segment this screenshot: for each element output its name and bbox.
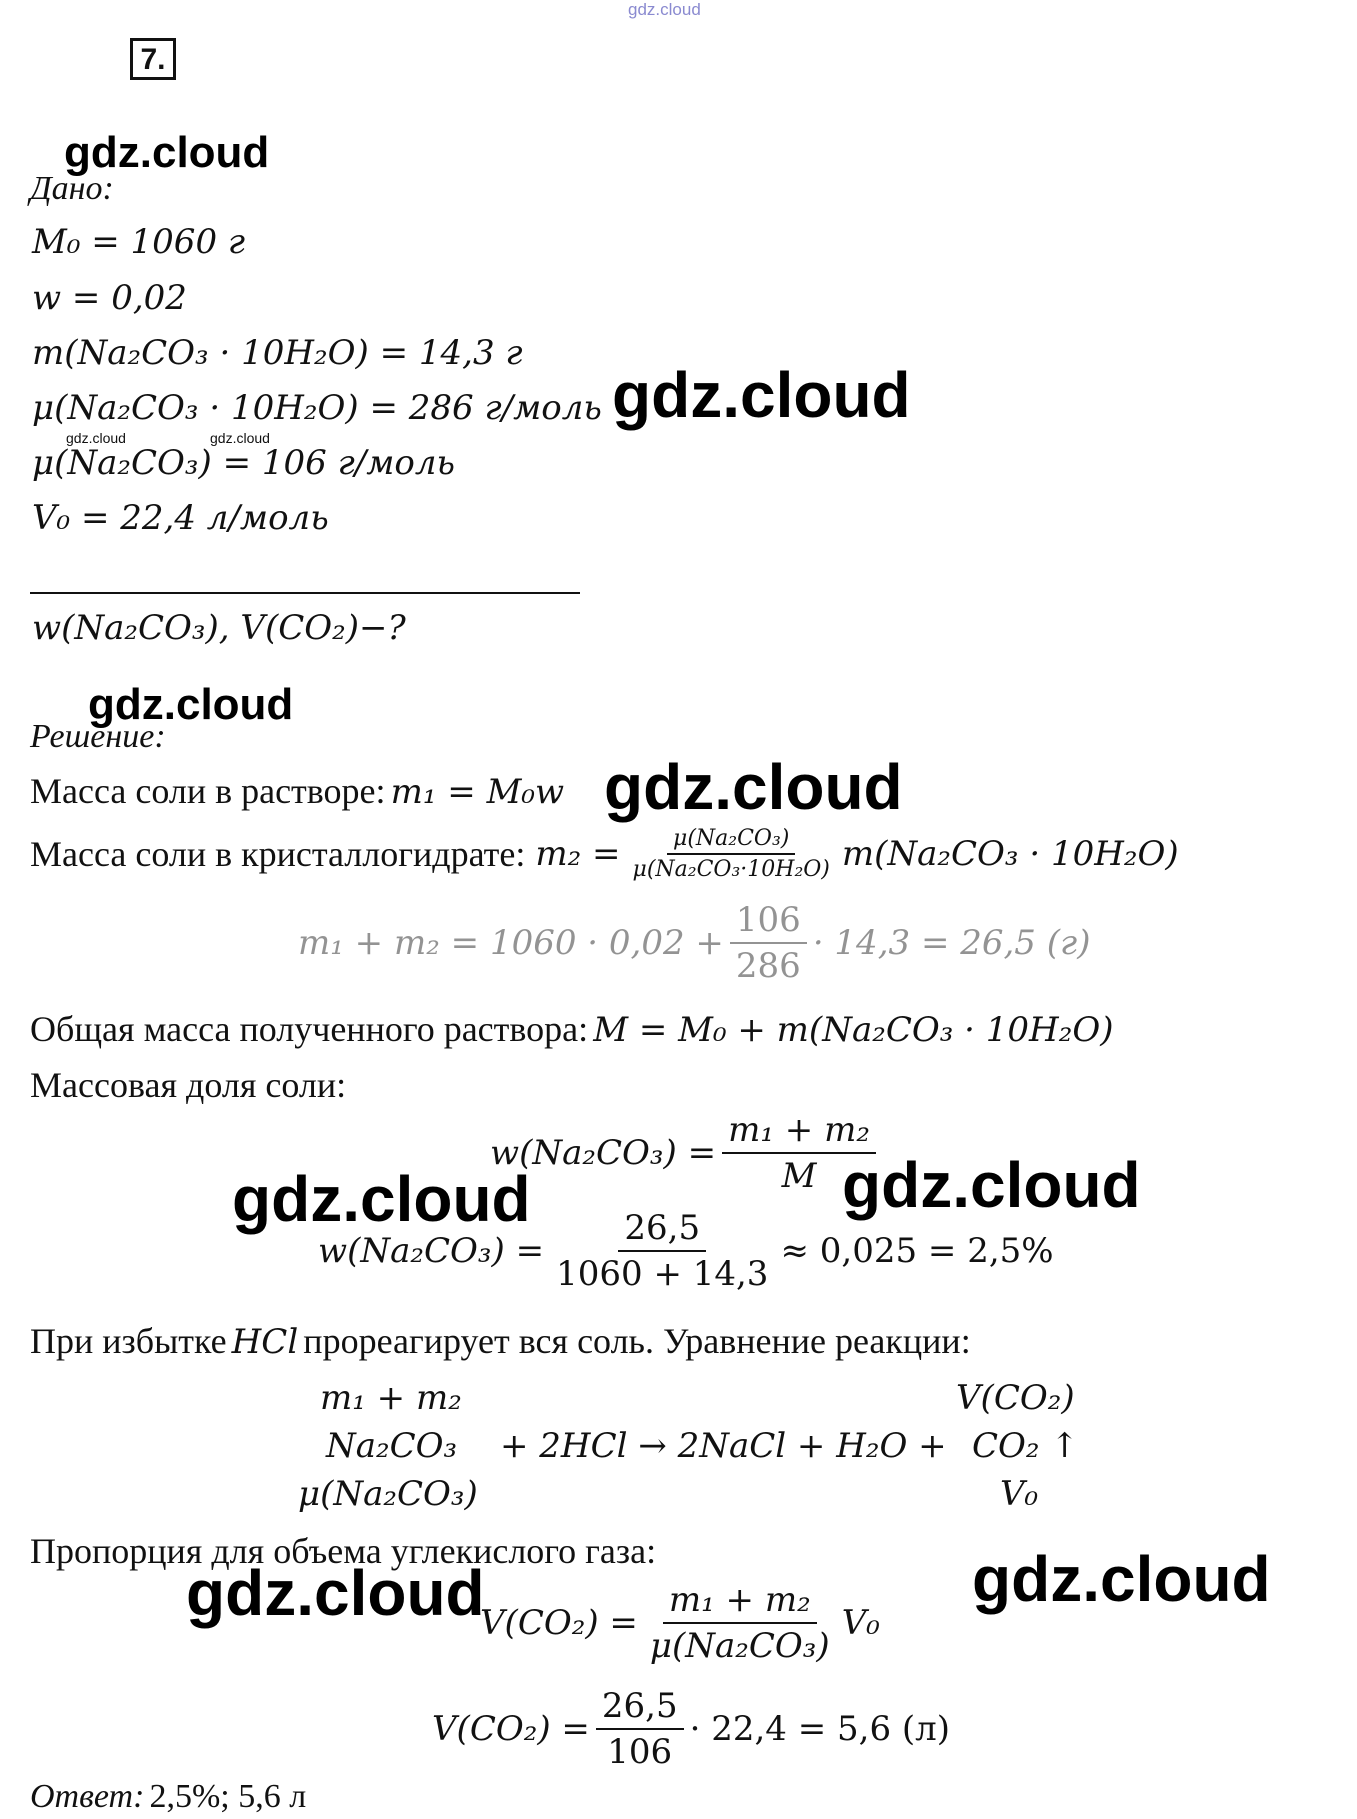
watermark: gdz.cloud (186, 1557, 485, 1629)
crystal-rhs: m(Na₂CO₃ · 10H₂O) (841, 834, 1179, 874)
hcl-line (30, 1320, 971, 1362)
eq-mid-right: CO₂ ↑ (972, 1426, 1079, 1466)
w-formula (490, 1110, 882, 1196)
eq-bottom-left: μ(Na₂CO₃) (298, 1474, 478, 1514)
w2-rhs: ≈ 0,025 = 2,5% (780, 1231, 1054, 1271)
given-line: μ(Na₂CO₃ · 10H₂O) = 286 г/моль (32, 388, 602, 428)
crystal-fraction (627, 826, 836, 882)
prop-text: Пропорция для объема углекислого газа: (30, 1531, 657, 1571)
solution-label: Решение: (30, 718, 166, 755)
v2-formula (432, 1686, 950, 1772)
w-lhs: w(Na₂CO₃) = (490, 1133, 717, 1173)
salt-mass-text: Масса соли в растворе: (30, 771, 386, 811)
eq-top-left: m₁ + m₂ (320, 1378, 462, 1418)
v2-numerator: 26,5 (596, 1686, 684, 1730)
w2-denominator: 1060 + 14,3 (556, 1254, 769, 1294)
sum-denominator: 286 (735, 946, 801, 986)
crystal-text: Масса соли в кристаллогидрате: (30, 834, 526, 874)
answer-label: Ответ: (30, 1778, 145, 1815)
w2-fraction (550, 1208, 774, 1294)
watermark: gdz.cloud (66, 430, 126, 446)
crystal-lhs: m₂ = (535, 834, 621, 874)
eq-mid-left: Na₂CO₃ (326, 1426, 458, 1466)
total-line (30, 1008, 1113, 1050)
crystal-denominator: μ(Na₂CO₃·10H₂O) (632, 857, 830, 882)
w-denominator: M (781, 1156, 817, 1196)
problem-number: 7. (130, 38, 176, 80)
v2-denominator: 106 (607, 1732, 673, 1772)
eq-middle: + 2HCl → 2NaCl + H₂O + (500, 1426, 947, 1466)
watermark: gdz.cloud (842, 1149, 1141, 1221)
given-label: Дано: (30, 170, 114, 207)
watermark: gdz.cloud (232, 1163, 531, 1235)
fraction-text: Массовая доля соли: (30, 1065, 347, 1105)
v-formula (480, 1580, 880, 1666)
total-formula: M = M₀ + m(Na₂CO₃ · 10H₂O) (593, 1010, 1114, 1050)
hcl-text-b: прореагирует вся соль. Уравнение реакции: (303, 1321, 971, 1361)
v-lhs: V(CO₂) = (480, 1603, 638, 1643)
answer-value: 2,5%; 5,6 л (149, 1778, 307, 1815)
given-find: w(Na₂CO₃), V(CO₂)−? (32, 608, 406, 648)
top-watermark: gdz.cloud (628, 0, 701, 19)
watermark: gdz.cloud (612, 359, 911, 431)
v-fraction (644, 1580, 836, 1666)
given-line: μ(Na₂CO₃) = 106 г/моль (32, 443, 456, 483)
v2-fraction (596, 1686, 684, 1772)
v-denominator: μ(Na₂CO₃) (649, 1626, 830, 1666)
watermark: gdz.cloud (64, 128, 270, 177)
watermark: gdz.cloud (88, 680, 294, 729)
w2-formula (318, 1208, 1054, 1294)
crystal-numerator: μ(Na₂CO₃) (667, 826, 795, 855)
sum-rhs: · 14,3 = 26,5 (г) (812, 923, 1091, 963)
given-divider (30, 592, 580, 594)
w2-numerator: 26,5 (618, 1208, 706, 1252)
hcl-formula: HCl (231, 1322, 299, 1362)
answer-line (30, 1778, 306, 1816)
given-line: M₀ = 1060 г (32, 222, 246, 262)
w-numerator: m₁ + m₂ (722, 1110, 876, 1154)
watermark: gdz.cloud (604, 751, 903, 823)
crystal-line (30, 826, 1179, 882)
eq-top-right: V(CO₂) (956, 1378, 1075, 1418)
salt-mass-line (30, 770, 564, 812)
watermark: gdz.cloud (972, 1543, 1271, 1615)
given-line: m(Na₂CO₃ · 10H₂O) = 14,3 г (32, 333, 523, 373)
sum-fraction (730, 900, 807, 986)
given-line: w = 0,02 (32, 278, 187, 318)
hcl-text-a: При избытке (30, 1321, 227, 1361)
salt-mass-formula: m₁ = M₀w (390, 772, 565, 812)
sum-lhs: m₁ + m₂ = 1060 · 0,02 + (298, 923, 724, 963)
given-line: V₀ = 22,4 л/моль (32, 498, 329, 538)
w2-lhs: w(Na₂CO₃) = (318, 1231, 545, 1271)
sum-numerator: 106 (730, 900, 807, 944)
sum-line (298, 900, 1090, 986)
v-numerator: m₁ + m₂ (663, 1580, 817, 1624)
v2-lhs: V(CO₂) = (432, 1709, 590, 1749)
watermark: gdz.cloud (210, 430, 270, 446)
eq-bottom-right: V₀ (1000, 1474, 1039, 1514)
v-rhs: V₀ (841, 1603, 880, 1643)
v2-rhs: · 22,4 = 5,6 (л) (689, 1709, 951, 1749)
w-fraction (722, 1110, 876, 1196)
total-text: Общая масса полученного раствора: (30, 1009, 589, 1049)
